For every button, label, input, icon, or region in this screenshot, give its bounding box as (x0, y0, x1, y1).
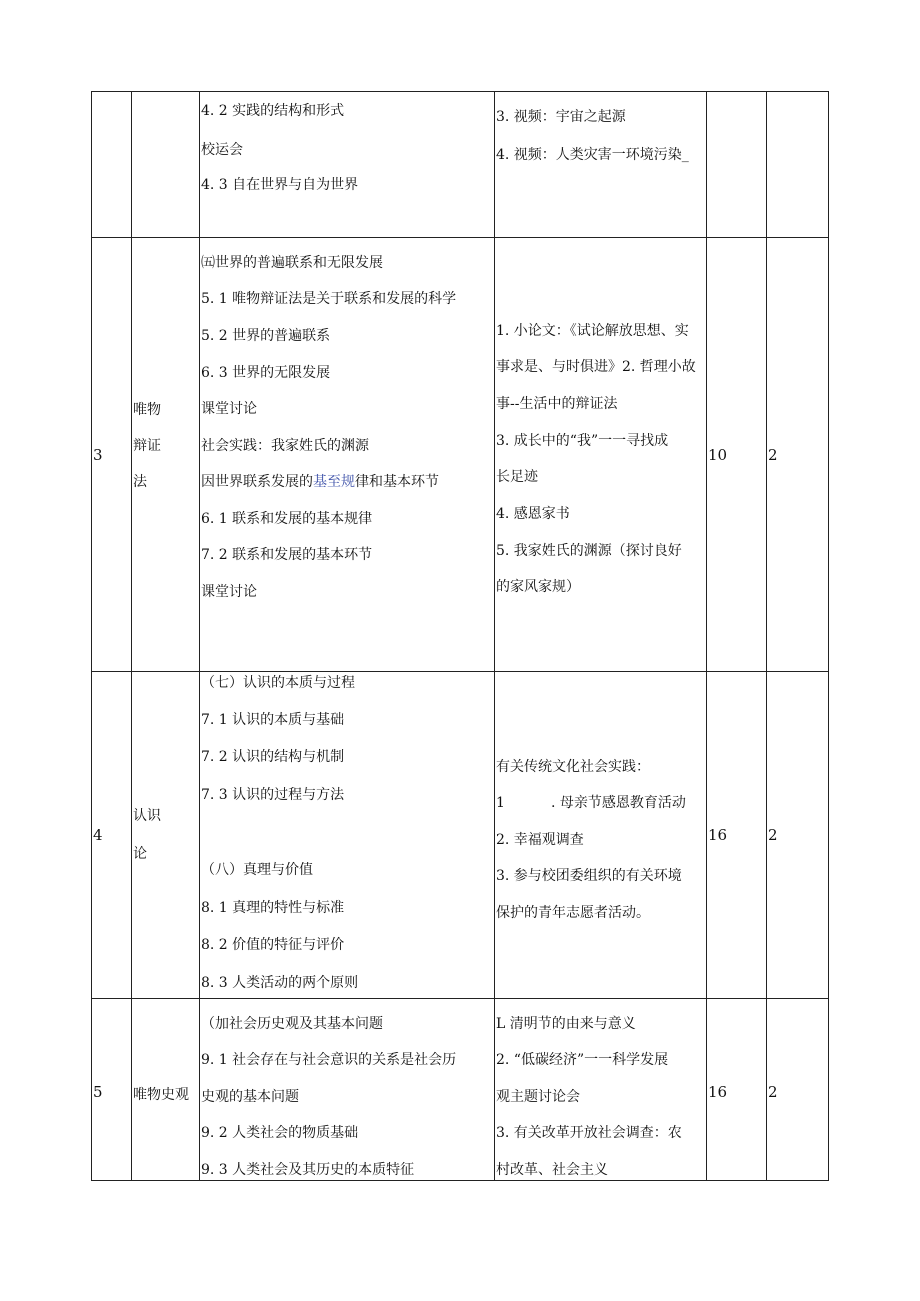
content-line: 4. 2 实践的结构和形式 (201, 103, 345, 119)
content-line: ㈤世界的普遍联系和无限发展 (201, 255, 383, 271)
activity-line: L 清明节的由来与意义 (496, 1016, 636, 1032)
content-line: 校运会 (201, 142, 243, 158)
content-text: 律和基本环节 (355, 474, 439, 490)
credits-value: 2 (768, 446, 778, 464)
activity-line: 事求是、与时俱进》2. 哲理小故 (496, 359, 696, 375)
unit-cell (132, 672, 200, 998)
syllabus-table (91, 91, 829, 1181)
activity-number: 1 (496, 795, 505, 811)
content-line: （八）真理与价值 (201, 862, 313, 878)
hours-value: 16 (708, 1083, 728, 1101)
content-line: 9. 2 人类社会的物质基础 (201, 1125, 359, 1141)
unit-label: 唯物 (133, 402, 161, 418)
content-line: 史观的基本问题 (201, 1089, 299, 1105)
number-cell (92, 672, 132, 998)
content-line: 7. 2 认识的结构与机制 (201, 749, 345, 765)
activity-line: 3. 参与校团委组织的有关环境 (496, 868, 682, 884)
activities-cell (495, 999, 707, 1180)
content-cell (200, 999, 495, 1180)
content-line: （七）认识的本质与过程 (201, 675, 355, 691)
hours-value: 10 (708, 446, 728, 464)
activity-line: 3. 有关改革开放社会调查：农 (496, 1125, 682, 1141)
unit-label: 认识 (133, 808, 161, 824)
row-number: 3 (93, 446, 103, 464)
row-number: 5 (93, 1083, 103, 1101)
activity-line: 村改革、社会主义 (496, 1162, 608, 1178)
content-line: 7. 3 认识的过程与方法 (201, 787, 345, 803)
activity-line: 的家风家规） (496, 579, 580, 595)
content-cell (200, 92, 495, 237)
activity-line: 4. 感恩家书 (496, 506, 570, 522)
unit-cell (132, 999, 200, 1180)
highlight-text: 基至规 (313, 474, 355, 490)
content-cell (200, 238, 495, 671)
credits-value: 2 (768, 1083, 778, 1101)
table-row (92, 92, 828, 238)
activity-line: 1. 小论文：《试论解放思想、实 (496, 323, 689, 339)
activity-line: 5. 我家姓氏的渊源（探讨良好 (496, 543, 682, 559)
hours-value: 16 (708, 826, 728, 844)
activities-cell (495, 92, 707, 237)
unit-label: 辩证 (133, 438, 161, 454)
hours-cell (707, 92, 767, 237)
activities-cell (495, 672, 707, 998)
content-line: 课堂讨论 (201, 401, 257, 417)
unit-label: 法 (133, 474, 147, 490)
activity-line: 事--生活中的辩证法 (496, 396, 618, 412)
content-line: 8. 2 价值的特征与评价 (201, 937, 345, 953)
activity-line: 长足迹 (496, 469, 538, 485)
activity-line: 2. 幸福观调查 (496, 832, 584, 848)
credits-cell (767, 238, 829, 671)
content-line: 课堂讨论 (201, 584, 257, 600)
table-row (92, 238, 828, 672)
content-cell (200, 672, 495, 998)
activity-line: 有关传统文化社会实践： (496, 759, 650, 775)
hours-cell (707, 672, 767, 998)
activity-line: 3. 成长中的“我”一一寻找成 (496, 433, 669, 449)
number-cell (92, 238, 132, 671)
credits-cell (767, 92, 829, 237)
content-line: 6. 1 联系和发展的基本规律 (201, 511, 373, 527)
activities-cell (495, 238, 707, 671)
content-line: 8. 3 人类活动的两个原则 (201, 975, 359, 991)
number-cell (92, 92, 132, 237)
content-line: 5. 1 唯物辩证法是关于联系和发展的科学 (201, 291, 457, 307)
activity-line: 2. “低碳经济”一一科学发展 (496, 1052, 669, 1068)
hours-cell (707, 238, 767, 671)
content-line: 5. 2 世界的普遍联系 (201, 328, 331, 344)
row-number: 4 (93, 826, 103, 844)
table-row (92, 999, 828, 1180)
unit-cell (132, 92, 200, 237)
content-line: 6. 3 世界的无限发展 (201, 365, 331, 381)
unit-label: 论 (133, 846, 147, 862)
content-line: 7. 1 认识的本质与基础 (201, 712, 345, 728)
table-row (92, 672, 828, 999)
hours-cell (707, 999, 767, 1180)
content-line: 9. 3 人类社会及其历史的本质特征 (201, 1162, 415, 1178)
content-line: 7. 2 联系和发展的基本环节 (201, 547, 373, 563)
activity-line: 保护的青年志愿者活动。 (496, 905, 650, 921)
unit-label: 唯物史观 (133, 1087, 189, 1103)
activity-line: 4. 视频：人类灾害一环境污染_ (496, 147, 689, 163)
content-line: 4. 3 自在世界与自为世界 (201, 177, 359, 193)
unit-cell (132, 238, 200, 671)
content-line: 社会实践：我家姓氏的渊源 (201, 438, 369, 454)
activity-line: . 母亲节感恩教育活动 (551, 795, 686, 811)
credits-cell (767, 999, 829, 1180)
credits-value: 2 (768, 826, 778, 844)
content-line: 8. 1 真理的特性与标准 (201, 900, 345, 916)
content-line: 9. 1 社会存在与社会意识的关系是社会历 (201, 1052, 457, 1068)
activity-line: 观主题讨论会 (496, 1089, 580, 1105)
number-cell (92, 999, 132, 1180)
activity-line: 3. 视频：宇宙之起源 (496, 109, 626, 125)
credits-cell (767, 672, 829, 998)
content-line (201, 473, 439, 491)
content-line: （加社会历史观及其基本问题 (201, 1016, 383, 1032)
content-text: 因世界联系发展的 (201, 474, 313, 490)
